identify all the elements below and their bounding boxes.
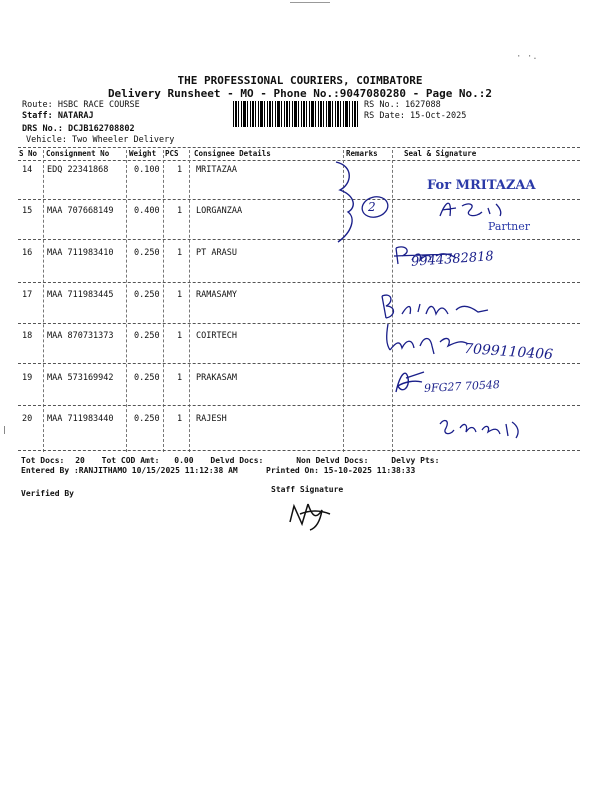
row-pcs: 1 <box>177 248 183 258</box>
staff-signature-label: Staff Signature <box>271 485 344 494</box>
row-rule <box>18 282 580 283</box>
row-sno: 16 <box>22 248 33 258</box>
row-weight: 0.100 <box>134 165 160 175</box>
table-row <box>0 290 600 304</box>
vehicle-label: Vehicle: Two Wheeler Delivery <box>26 135 175 145</box>
printed-on: Printed On: 15-10-2025 11:38:33 <box>266 466 416 475</box>
row-consignment: EDQ 22341868 <box>47 165 109 175</box>
row-weight: 0.250 <box>134 373 160 383</box>
rs-date: RS Date: 15-Oct-2025 <box>364 111 467 121</box>
table-row <box>0 331 600 345</box>
signature-row18 <box>382 322 472 356</box>
row-consignee: PT ARASU <box>196 248 237 258</box>
table-bottom-rule <box>18 450 580 451</box>
company-title: THE PROFESSIONAL COURIERS, COIMBATORE <box>177 74 423 87</box>
table-row <box>0 165 600 179</box>
delvd-docs-label: Delvd Docs: <box>210 456 264 465</box>
tot-cod-value: 0.00 <box>174 456 194 465</box>
row-weight: 0.250 <box>134 248 160 258</box>
row-weight: 0.250 <box>134 414 160 424</box>
signature-row17 <box>378 292 498 322</box>
signature-row20 <box>436 414 526 442</box>
row-sno: 19 <box>22 373 33 383</box>
totals-line <box>21 456 439 465</box>
header-remarks: Remarks <box>346 149 378 158</box>
company-stamp-role: Partner <box>488 220 530 233</box>
row-sno: 17 <box>22 290 33 300</box>
row-sno: 14 <box>22 165 33 175</box>
row-consignee: COIRTECH <box>196 331 237 341</box>
row-consignee: RAMASAMY <box>196 290 237 300</box>
scan-mark-top <box>290 2 330 3</box>
row-rule <box>18 323 580 324</box>
row-consignee: LORGANZAA <box>196 206 243 216</box>
row-weight: 0.250 <box>134 331 160 341</box>
row-rule <box>18 239 580 240</box>
remark-brace-mark <box>326 160 396 250</box>
row-consignee: PRAKASAM <box>196 373 237 383</box>
row-sno: 15 <box>22 206 33 216</box>
phone-row19: 9FG27 70548 <box>423 378 501 395</box>
phone-row16: 9944382818 <box>410 249 495 270</box>
row-pcs: 1 <box>177 373 183 383</box>
header-weight: Weight <box>129 149 157 158</box>
row-pcs: 1 <box>177 331 183 341</box>
company-stamp-name: For MRITAZAA <box>427 178 536 193</box>
signature-row15 <box>436 196 516 224</box>
table-row <box>0 248 600 262</box>
header-consignee: Consignee Details <box>194 149 271 158</box>
drs-number: DRS No.: DCJB162708802 <box>22 124 135 134</box>
row-consignment: MAA 711983440 <box>47 414 114 424</box>
tot-cod-label: Tot COD Amt: <box>101 456 160 465</box>
row-consignment: MAA 711983410 <box>47 248 114 258</box>
row-consignee: MRITAZAA <box>196 165 237 175</box>
row-consignment: MAA 870731373 <box>47 331 114 341</box>
row-pcs: 1 <box>177 165 183 175</box>
tot-docs-value: 20 <box>75 456 85 465</box>
header-pcs: PCS <box>165 149 179 158</box>
row-weight: 0.400 <box>134 206 160 216</box>
tot-docs-label: Tot Docs: <box>21 456 65 465</box>
header-consignment: Consignment No <box>46 149 110 158</box>
row-sno: 20 <box>22 414 33 424</box>
non-delvd-docs-label: Non Delvd Docs: <box>296 456 369 465</box>
rs-number: RS No.: 1627088 <box>364 100 441 110</box>
staff-label: Staff: NATARAJ <box>22 111 94 121</box>
route-label: Route: HSBC RACE COURSE <box>22 100 140 110</box>
remark-number: 2 <box>368 200 376 214</box>
row-rule <box>18 405 580 406</box>
header-seal: Seal & Signature <box>404 149 477 158</box>
row-consignee: RAJESH <box>196 414 227 424</box>
scan-mark-right: · ·. <box>516 52 538 62</box>
staff-signature <box>286 496 336 532</box>
table-row <box>0 373 600 387</box>
barcode <box>233 101 360 127</box>
row-consignment: MAA 711983445 <box>47 290 114 300</box>
header-sno: S No <box>19 149 38 158</box>
table-top-rule <box>18 147 580 148</box>
verified-by-label: Verified By <box>21 489 74 498</box>
row-rule <box>18 363 580 364</box>
row-sno: 18 <box>22 331 33 341</box>
phone-row18: 7099110406 <box>463 340 554 364</box>
entered-by: Entered By :RANJITHAMO 10/15/2025 11:12:38 AM <box>21 466 238 475</box>
row-pcs: 1 <box>177 206 183 216</box>
table-header-rule <box>18 160 580 161</box>
row-consignment: MAA 707668149 <box>47 206 114 216</box>
row-pcs: 1 <box>177 290 183 300</box>
scan-tick-left <box>4 426 5 434</box>
runsheet-title: Delivery Runsheet - MO - Phone No.:9047080280 - Page No.:2 <box>107 87 493 100</box>
row-consignment: MAA 573169942 <box>47 373 114 383</box>
delvy-pts-label: Delvy Pts: <box>391 456 440 465</box>
row-pcs: 1 <box>177 414 183 424</box>
row-weight: 0.250 <box>134 290 160 300</box>
